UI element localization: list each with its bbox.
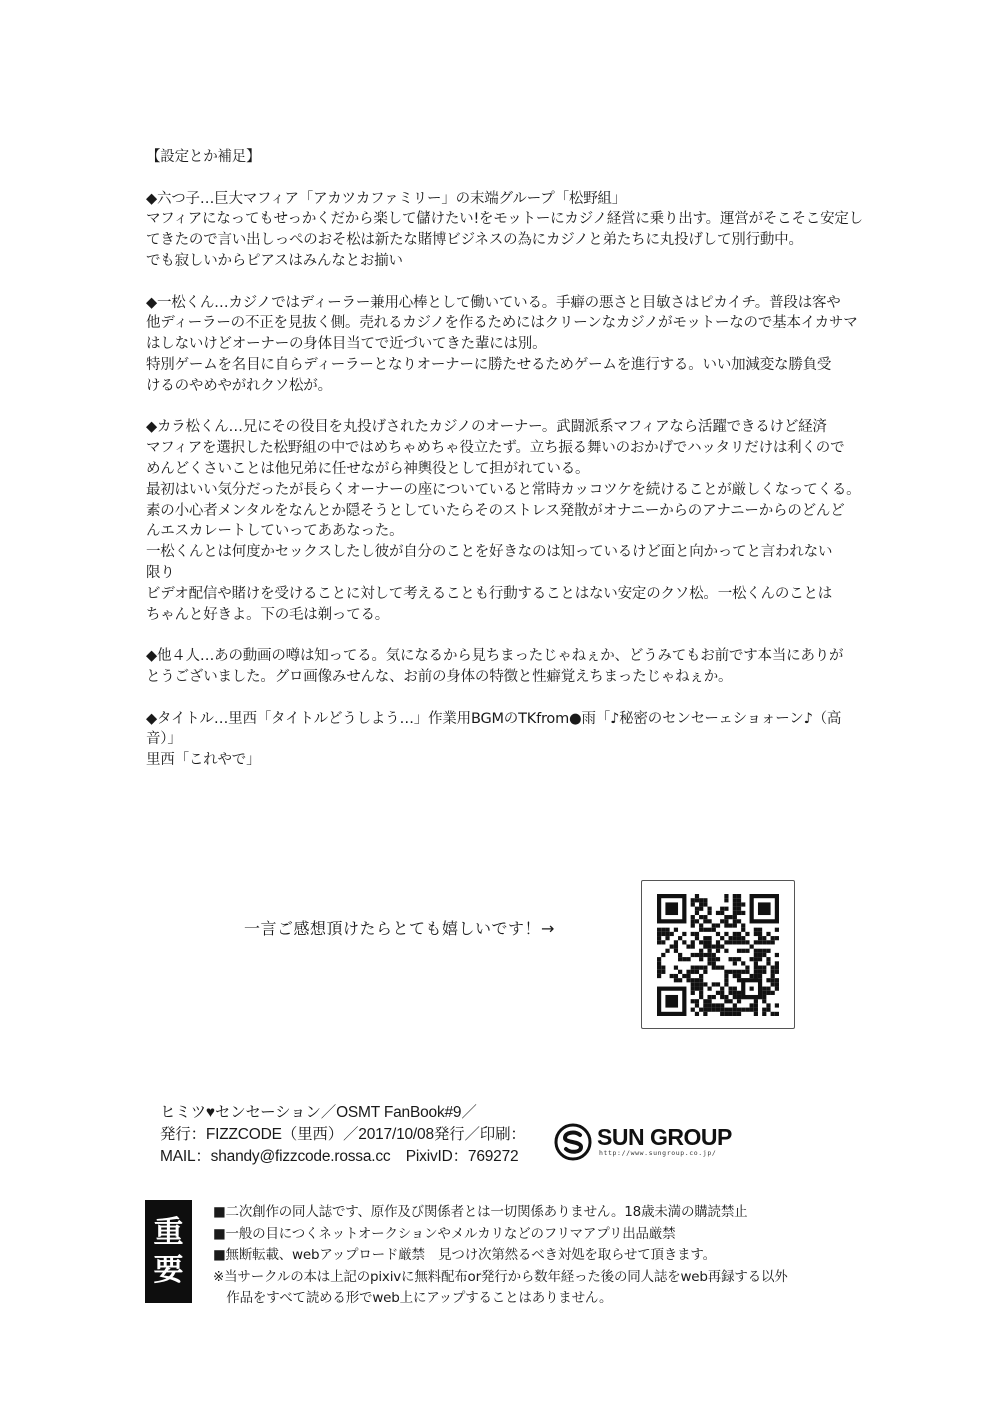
note-section-karamatsu	[146, 417, 866, 625]
note-line: ◆一松くん…カジノではディーラー兼用心棒として働いている。手癖の悪さと目敏さはピカイチ。普段は客や	[146, 294, 841, 311]
note-line: 他ディーラーの不正を見抜く側。売れるカジノを作るためにはクリーンなカジノがモットーなので基本イカサマ	[146, 315, 858, 332]
rule-line: ※当サークルの本は上記のpixivに無料配布or発行から数年経った後の同人誌をweb再録する以外	[213, 1268, 788, 1285]
note-section-ichimatsu	[146, 293, 866, 397]
supplementary-notes	[146, 147, 866, 771]
note-line: ビデオ配信や賭けを受けることに対して考えることも行動することはない安定のクソ松。一松くんのことは	[146, 585, 833, 602]
qr-code-frame[interactable]	[641, 880, 795, 1029]
note-line: 最初はいい気分だったが長らくオーナーの座についていると常時カッコツケを続けることが厳しくなってくる。	[146, 481, 861, 498]
colophon-publisher: 発行：FIZZCODE（里西）／2017/10/08発行／印刷：	[160, 1126, 526, 1143]
note-line: 特別ゲームを名目に自らディーラーとなりオーナーに勝たせるためゲームを進行する。いい加減変な勝負受	[146, 356, 832, 373]
rule-line: 作品をすべて読める形でweb上にアップすることはありません。	[213, 1290, 613, 1306]
rule-line: ■二次創作の同人誌です、原作及び関係者とは一切関係ありません。18歳未満の購読禁止	[213, 1204, 748, 1220]
note-line: 限り	[146, 564, 175, 581]
note-line: てきたので言い出しっぺのおそ松は新たな賭博ビジネスの為にカジノと弟たちに丸投げして別行動中。	[146, 232, 803, 249]
note-line: でも寂しいからピアスはみんなとお揃い	[146, 252, 403, 269]
note-line: 素の小心者メンタルをなんとか隠そうとしていたらそのストレス発散がオナニーからのアナニーからのどんど	[146, 502, 845, 519]
rule-line: ■無断転載、webアップロード厳禁 見つけ次第然るべき対処を取らせて頂きます。	[213, 1247, 716, 1263]
note-line: 音）」	[146, 731, 182, 748]
note-line: ◆六つ子…巨大マフィア「アカツカファミリー」の末端グループ「松野組」	[146, 190, 627, 207]
note-section-sextuplets	[146, 189, 866, 272]
rule-line: ■一般の目につくネットオークションやメルカリなどのフリマアプリ出品厳禁	[213, 1225, 676, 1242]
distribution-rules	[213, 1202, 893, 1310]
printer-logo	[553, 1122, 753, 1162]
note-line: けるのやめやがれクソ松が。	[146, 377, 332, 394]
logo-url: http://www.sungroup.co.jp/	[599, 1149, 717, 1157]
logo-name: SUN GROUP	[597, 1124, 732, 1150]
note-line: ちゃんと好きよ。下の毛は剃ってる。	[146, 606, 390, 623]
colophon-title: ヒミツ♥センセーション／OSMT FanBook#9／	[160, 1104, 477, 1121]
note-section-title	[146, 709, 866, 771]
note-line: ◆タイトル…里西「タイトルどうしよう…」作業用BGMのTKfrom●雨「♪秘密のセンセーェショォーン♪（高	[146, 710, 842, 727]
note-line: 一松くんとは何度かセックスしたし彼が自分のことを好きなのは知っているけど面と向かってと言われない	[146, 544, 833, 561]
note-line: ◆他４人…あの動画の噂は知ってる。気になるから見ちまったじゃねぇか、どうみてもお前です本当にありが	[146, 648, 844, 665]
badge-char: 要	[153, 1252, 184, 1288]
important-badge	[145, 1200, 192, 1303]
feedback-request: 一言ご感想頂けたらとても嬉しいです！→	[244, 919, 555, 938]
colophon-contact: MAIL：shandy@fizzcode.rossa.cc PixivID：769272	[160, 1148, 519, 1165]
colophon	[160, 1102, 526, 1168]
note-line: ◆カラ松くん…兄にその役目を丸投げされたカジノのオーナー。武闘派系マフィアなら活躍できるけど経済	[146, 419, 827, 436]
note-line: めんどくさいことは他兄弟に任せながら神輿役として担がれている。	[146, 460, 590, 477]
note-section-others	[146, 646, 866, 688]
note-line: とうございました。グロ画像みせんな、お前の身体の特徴と性癖覚えちまったじゃねぇか。	[146, 668, 733, 685]
note-line: マフィアを選択した松野組の中ではめちゃめちゃ役立たず。立ち振る舞いのおかげでハッタリだけは利くので	[146, 440, 845, 457]
note-line: んエスカレートしていってああなった。	[146, 523, 404, 540]
badge-char: 重	[153, 1214, 184, 1250]
qr-code-icon[interactable]	[657, 894, 779, 1016]
note-line: マフィアになってもせっかくだから楽して儲けたい!をモットーにカジノ経営に乗り出す。運営がそこそこ安定し	[146, 211, 863, 228]
note-line: 里西「これやで」	[146, 752, 261, 769]
sun-group-logo-icon	[553, 1122, 593, 1162]
note-line: はしないけどオーナーの身体目当てで近づいてきた輩には別。	[146, 336, 547, 353]
notes-heading: 【設定とか補足】	[146, 149, 261, 165]
